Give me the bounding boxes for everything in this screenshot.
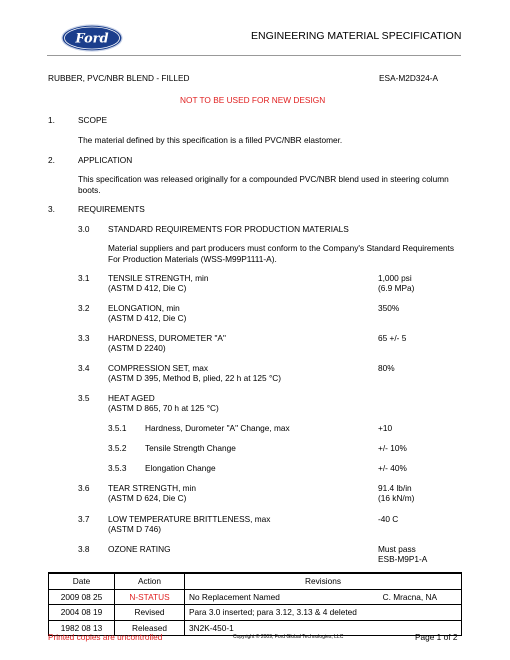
revision-description: 3N2K-450-1: [185, 620, 462, 636]
req-value-metric: (16 kN/m): [378, 493, 415, 503]
req-test-method: (ASTM D 746): [108, 524, 162, 534]
req-test-method: (ASTM D 624, Die C): [108, 493, 187, 503]
revision-date: 2004 08 19: [49, 605, 115, 621]
revision-description-cell: [185, 589, 462, 605]
subreq-label: Tensile Strength Change: [145, 443, 236, 453]
scope-body: The material defined by this specification is a filled PVC/NBR elastomer.: [78, 135, 343, 145]
section-number: 2.: [48, 155, 55, 165]
document-header-title: ENGINEERING MATERIAL SPECIFICATION: [251, 30, 462, 42]
req-label: HEAT AGED: [108, 393, 155, 403]
req-value: 350%: [378, 303, 400, 313]
section-heading-requirements: REQUIREMENTS: [78, 204, 145, 214]
spec-number: ESA-M2D324-A: [379, 73, 439, 83]
revision-description: No Replacement Named: [189, 591, 280, 602]
section-heading-scope: SCOPE: [78, 115, 108, 125]
req-number: 3.1: [78, 273, 90, 283]
req-label: TEAR STRENGTH, min: [108, 483, 197, 493]
req-value: 1,000 psi: [378, 273, 412, 283]
req-test-method: (ASTM D 2240): [108, 343, 166, 353]
req-test-method: (ASTM D 412, Die C): [108, 313, 187, 323]
req-number: 3.2: [78, 303, 90, 313]
req-number: 3.0: [78, 224, 90, 234]
req-label: TENSILE STRENGTH, min: [108, 273, 209, 283]
req-test-method: (ASTM D 395, Method B, plied, 22 h at 125 °C): [108, 373, 282, 383]
table-row: [49, 589, 462, 605]
revision-action: Released: [115, 620, 185, 636]
revision-date: 2009 08 25: [49, 589, 115, 605]
req-value-metric: (6.9 MPa): [378, 283, 415, 293]
req-number: 3.4: [78, 363, 90, 373]
req-value-spec: ESB-M9P1-A: [378, 554, 428, 564]
req-value: 65 +/- 5: [378, 333, 407, 343]
req-number: 3.7: [78, 514, 90, 524]
column-header-revisions: Revisions: [185, 573, 462, 589]
req-test-method: (ASTM D 412, Die C): [108, 283, 187, 293]
revision-description: Para 3.0 inserted; para 3.12, 3.13 & 4 deleted: [185, 605, 462, 621]
material-title: RUBBER, PVC/NBR BLEND - FILLED: [48, 73, 190, 83]
req-value: 80%: [378, 363, 395, 373]
subreq-number: 3.5.1: [108, 423, 127, 433]
table-row: [49, 605, 462, 621]
subreq-number: 3.5.3: [108, 463, 127, 473]
column-header-action: Action: [115, 573, 185, 589]
ford-logo: [61, 24, 123, 52]
subreq-value: +10: [378, 423, 393, 433]
section-number: 3.: [48, 204, 55, 214]
subreq-value: +/- 10%: [378, 443, 407, 453]
req-heading: STANDARD REQUIREMENTS FOR PRODUCTION MATERIALS: [108, 224, 349, 234]
subreq-number: 3.5.2: [108, 443, 127, 453]
revision-date: 1982 08 13: [49, 620, 115, 636]
req-number: 3.3: [78, 333, 90, 343]
revision-action: Revised: [115, 605, 185, 621]
req-test-method: (ASTM D 865, 70 h at 125 °C): [108, 403, 219, 413]
page-number: Page 1 of 2: [415, 632, 458, 642]
req-label: LOW TEMPERATURE BRITTLENESS, max: [108, 514, 271, 524]
subreq-label: Elongation Change: [145, 463, 216, 473]
req-label: ELONGATION, min: [108, 303, 180, 313]
printed-copies-note: Printed copies are uncontrolled: [48, 632, 163, 642]
req-label: COMPRESSION SET, max: [108, 363, 209, 373]
column-header-date: Date: [49, 573, 115, 589]
ford-logo-text: Ford: [75, 31, 109, 47]
req-body: Material suppliers and part producers must conform to the Company's Standard Requirements For Production Materials (WSS-M99P1111-A).: [108, 243, 455, 264]
status-notice: NOT TO BE USED FOR NEW DESIGN: [180, 95, 326, 105]
req-value: 91.4 lb/in: [378, 483, 412, 493]
section-number: 1.: [48, 115, 55, 125]
req-value: Must pass: [378, 544, 416, 554]
revision-table: [48, 572, 462, 636]
req-number: 3.8: [78, 544, 90, 554]
req-number: 3.6: [78, 483, 90, 493]
section-heading-application: APPLICATION: [78, 155, 133, 165]
application-body: This specification was released originally for a compounded PVC/NBR blend used in steering column boots.: [78, 174, 449, 195]
revision-author: C. Mracna, NA: [382, 591, 437, 602]
req-number: 3.5: [78, 393, 90, 403]
subreq-label: Hardness, Durometer "A" Change, max: [145, 423, 290, 433]
subreq-value: +/- 40%: [378, 463, 407, 473]
revision-action: N-STATUS: [115, 589, 185, 605]
copyright-notice: Copyright © 2009, Ford Global Technologies, LLC: [233, 634, 344, 640]
req-label: OZONE RATING: [108, 544, 171, 554]
req-label: HARDNESS, DUROMETER "A": [108, 333, 226, 343]
req-value: -40 C: [378, 514, 399, 524]
table-header-row: [49, 573, 462, 589]
header-divider: [47, 55, 461, 56]
